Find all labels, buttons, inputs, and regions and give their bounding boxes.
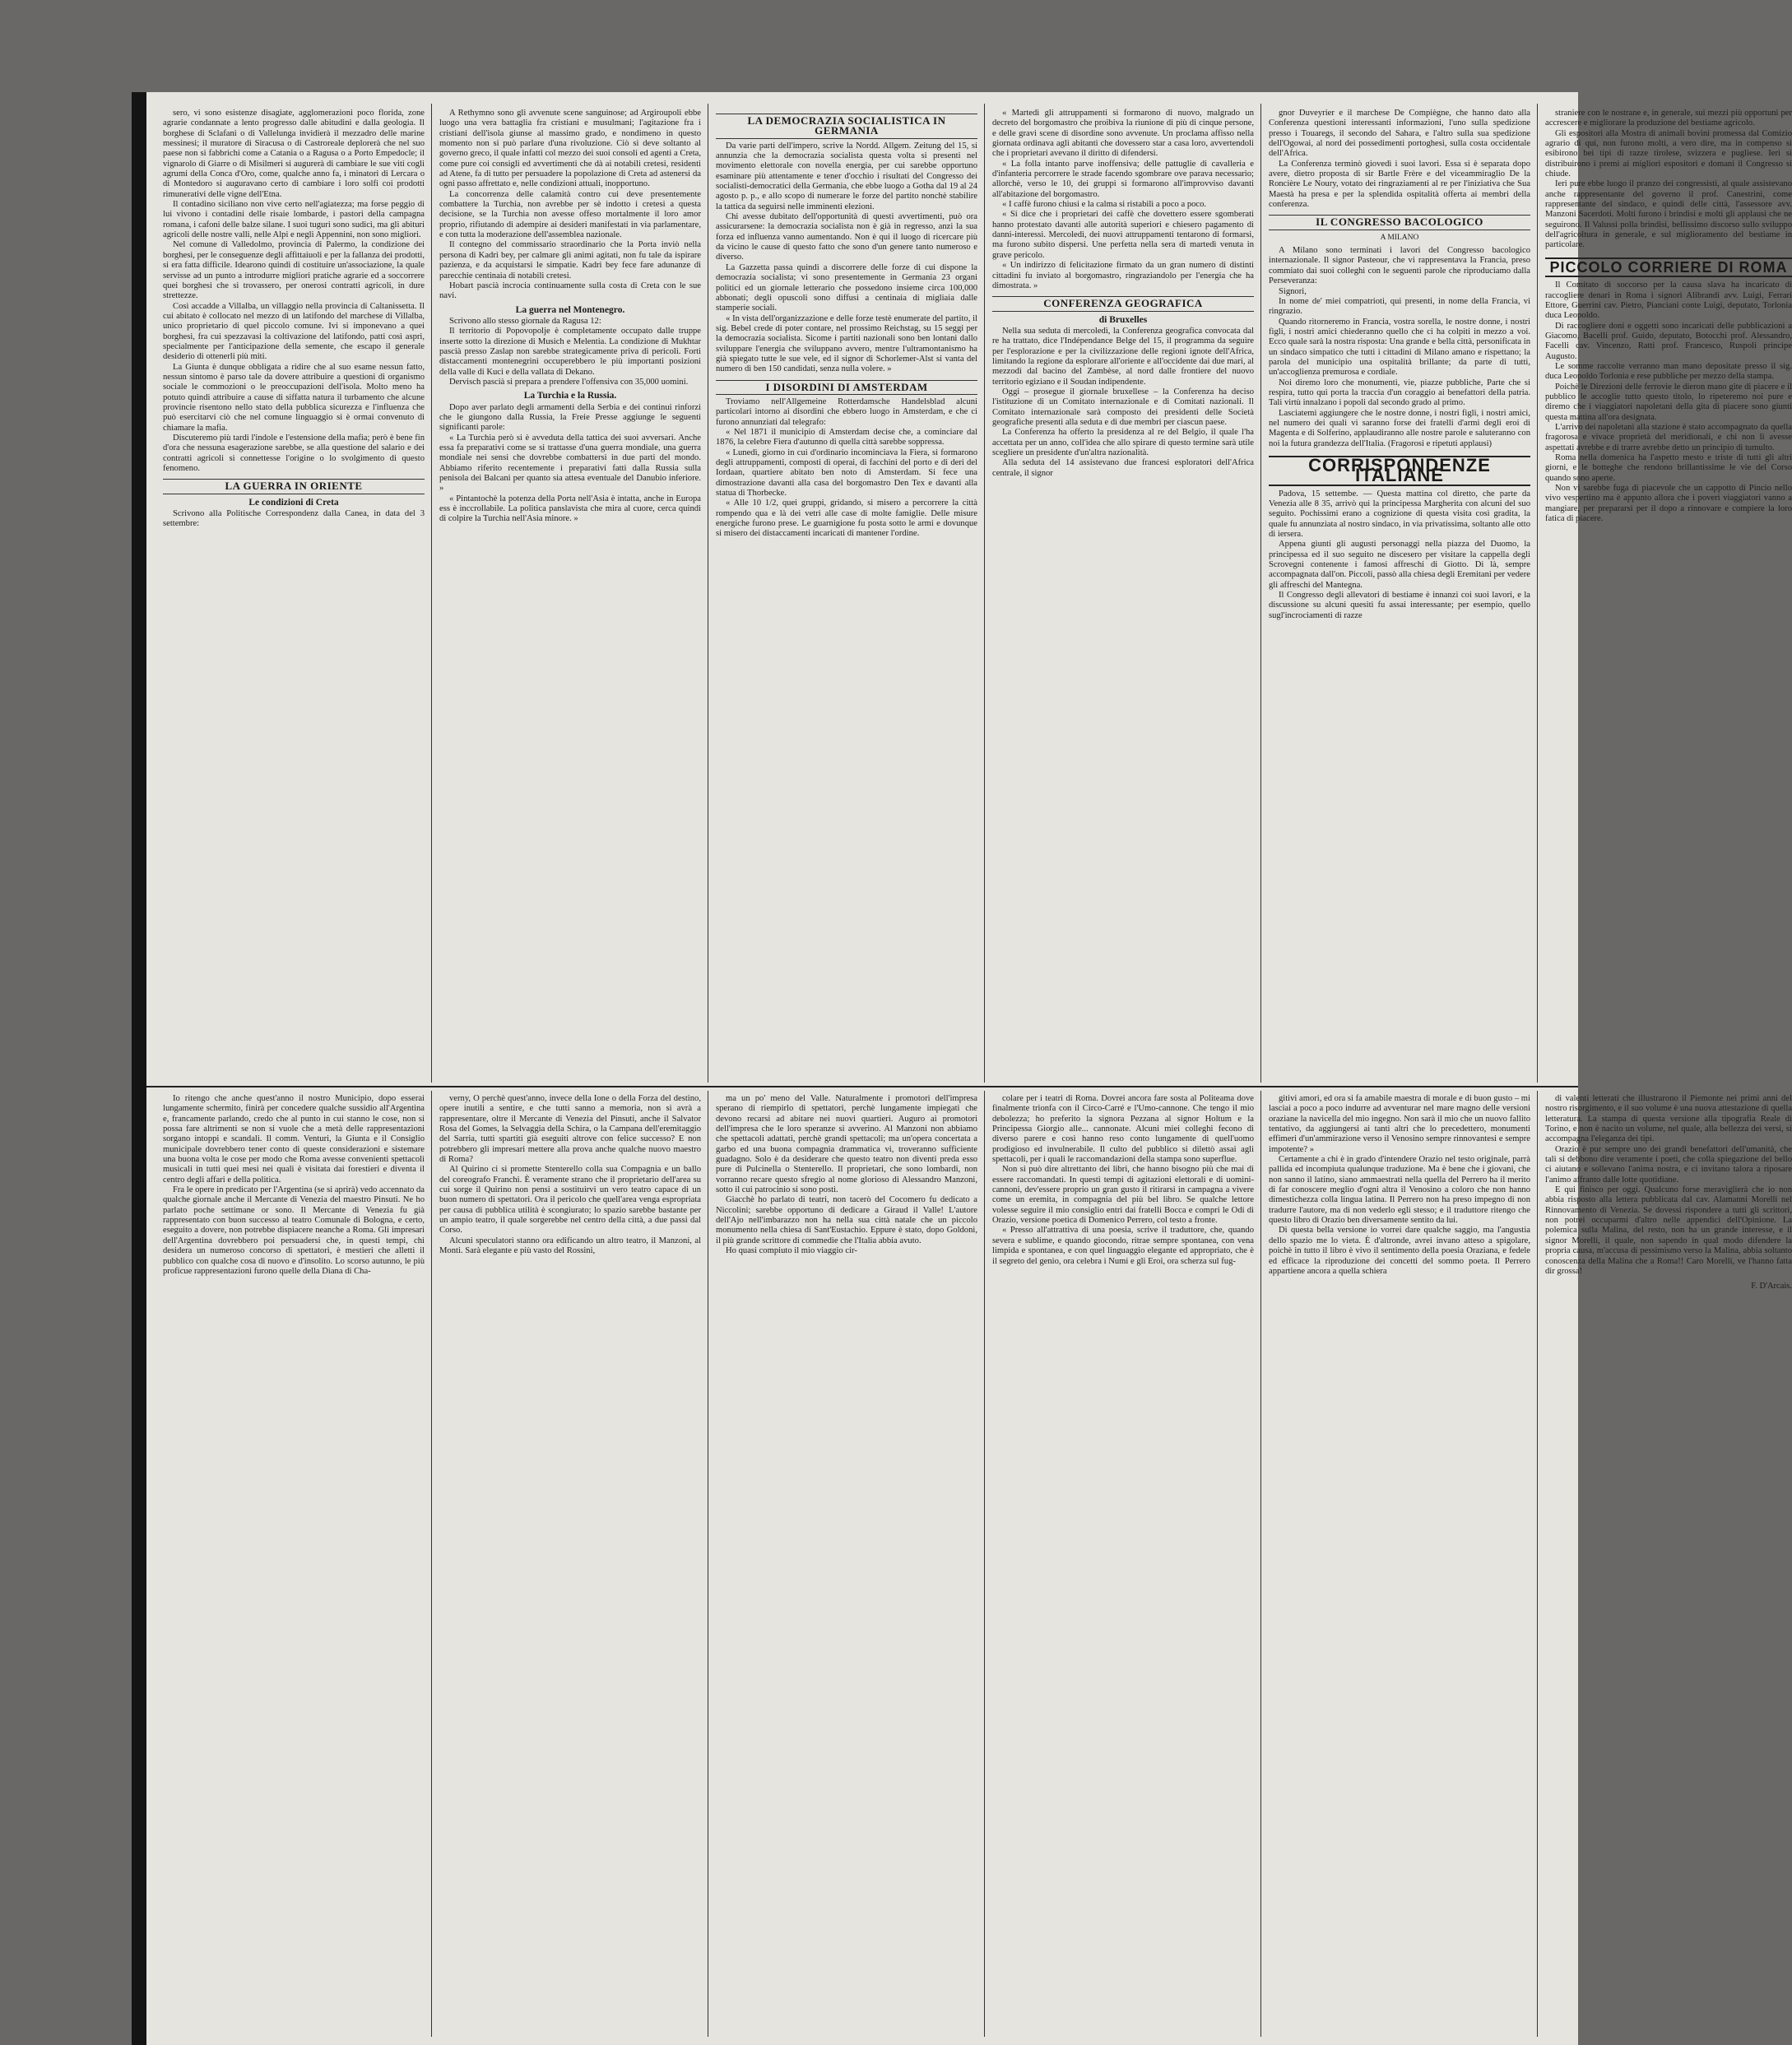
paragraph: Le somme raccolte verranno man mano depositate presso il sig. duca Leopoldo Torlonia e rese pubbliche per mezzo della stampa. [1545, 361, 1792, 382]
paragraph: « La folla intanto parve inoffensiva; delle pattuglie di cavalleria e d'infanteria percorrere le strade facendo sgombrare ove parava necessario; allorchè, verso le 10, dei gruppi si formarono all'improvviso davanti all'abitazione del borgomastro. [992, 159, 1254, 199]
paragraph: gnor Duveyrier e il marchese De Compiègne, che hanno dato alla Conferenza questioni interessanti informazioni, l'uno sulla spedizione presso i Touaregs, il secondo del Sahara, e l'altro sulla sua spedizione dell'Ogowai, al nord dei possedimenti portoghesi, sulla costa occidentale dell'Africa. [1269, 109, 1530, 159]
newspaper-page [146, 92, 1792, 2045]
paragraph: Il contadino siciliano non vive certo nell'agiatezza; ma forse peggio di lui vivono i contadini delle risaie lombarde, i pastori della campagna romana, i cafoni delle balze silane. I suoi tuguri sono sudici, ma gli abituri agricoli delle nostre valli, nelle Alpi e negli Appennini, non sono migliori. [163, 200, 425, 240]
paragraph: Hobart pascià incrocia continuamente sulla costa di Creta con le sue navi. [439, 281, 701, 301]
paragraph: gitivi amori, ed ora si fa amabile maestra di morale e di buon gusto – mi lasciai a poco a poco indurre ad avventurar nel mare magno delle versioni oraziane la navicella del mio ingegno. Non sarà il mio che un nuovo fallito tentativo, da aggiungersi ai tanti altri che lo precedettero, monumenti effimeri d'un'ammirazione verso il Venosino sempre rinnovantesi e sempre impotente? » [1269, 1094, 1530, 1154]
paragraph: Fra le opere in predicato per l'Argentina (se si aprirà) vedo accennato da qualche giornale anche il Mercante di Venezia del maestro Pinsuti. Ne ho parlato poche settimane or sono. Il Mercante di Venezia fu già rappresentato con buon successo al teatro Comunale di Bologna, e certo, eseguito a dovere, non potrebbe dispiacere neanche a Roma. Gli impresari dell'Argentina dovrebbero poi persuadersi che, in questi tempi, chi desidera un numeroso concorso di spettatori, è mestieri che alletti il pubblico con qualche cosa di nuovo e d'insolito. Lo scorso autunno, le più proficue rappresentazioni furono quelle della Diana di Cha- [163, 1185, 425, 1276]
column-12-paras [1545, 1094, 1792, 1277]
column-rule [431, 104, 432, 1083]
column-rule [1260, 1091, 1261, 2037]
column-1-paras [163, 109, 425, 474]
column-rule [1537, 1091, 1538, 2037]
paragraph: Giacchè ho parlato di teatri, non tacerò del Cocomero fu dedicato a Niccolini; sarebbe opportuno di dedicare a Giraud il Valle! L'autore dell'Ajo nell'imbarazzo non ha nella sua città natale che un piccolo monumento nella chiesa di Sant'Eustachio. Eppure è stato, dopo Goldoni, il più grande scrittore di commedie che l'Italia abbia avuto. [716, 1195, 977, 1245]
paragraph: Il Comitato di soccorso per la causa slava ha incaricato di raccogliere denari in Roma i signori Alibrandi avv. Luigi, Ferrari Ettore, Guerrini cav. Pietro, Pianciani conte Luigi, deputato, Torlonia duca Leopoldo. [1545, 281, 1792, 321]
column-11-paras [1269, 1094, 1530, 1277]
paragraph: A Rethymno sono gli avvenute scene sanguinose; ad Argiroupoli ebbe luogo una vera battaglia fra cristiani e musulmani; l'agitazione fra i cristiani dell'isola giunse al massimo grado, e nondimeno in questo momento non si può parlare d'una rivoluzione. Ciò si deve soltanto al governo greco, il quale infatti col mezzo dei suoi consoli ed agenti a Creta, come pure coi consigli ed avvertimenti che dà ai notabili cretesi, residenti ad Atene, fa di tutto per persuadere la popolazione di Creta ad astenersi da ogni passo affrettato e, nelle condizioni attuali, inopportuno. [439, 109, 701, 189]
page-binding-edge [132, 92, 148, 2045]
column-3-paras-2 [716, 397, 977, 540]
heading-amsterdam: I DISORDINI DI AMSTERDAM [716, 380, 977, 395]
paragraph: « Si dice che i proprietari dei caffè che dovettero essere sgomberati hanno protestato davanti alle autorità superiori e chiesero pagamento di danni-interessi. Mercoledì, dei nuovi attruppamenti tentarono di formarsi, ma furono subito dispersi. Une perfetta nella sera di martedì venuta in grave pericolo. [992, 210, 1254, 260]
paragraph: Oggi – prosegue il giornale bruxellese – la Conferenza ha deciso l'istituzione di un Comitato internazionale e di Comitati nazionali. Il Comitato internazionale sarà composto dei presidenti delle Società geografiche presenti alla seduta e di due membri per ciascun paese. [992, 387, 1254, 427]
column-5-paras-3 [1269, 489, 1530, 621]
paragraph: Certamente a chi è in grado d'intendere Orazio nel testo originale, parrà pallida ed incompiuta qualunque traduzione. Ma è bene che i giovani, che non sanno il latino, siano ammaestrati nella quella del Perrero ha il merito di far conoscere meglio d'ogni altra il Venosino a coloro che non hanno dimestichezza colla lingua latina. Il Perrero non ha preso impegno di non tradurre l'autore, ma di non vederlo egli stesso; e il traduttore ritengo che questo libro di Orazio ben diversamente sentito da lui. [1269, 1155, 1530, 1226]
column-6-paras-2 [1545, 281, 1792, 524]
column-6-paras [1545, 109, 1792, 251]
column-11 [1269, 1094, 1530, 2032]
column-rule [1260, 104, 1261, 1083]
column-8-paras [439, 1094, 701, 1257]
paragraph: Così accadde a Villalba, un villaggio nella provincia di Caltanissetta. Il cui abitato è collocato nel mezzo di un latifondo del marchese di Villalba, unico proprietario di quel piccolo comune. Ivi si imponevano a quei borghesi, fra cui spezzavasi la coltivazione del latifondo, patti così aspri, specialmente per l'anticipazione della semente, che escapo il generale desiderio di ottenerli più miti. [163, 301, 425, 362]
paragraph: Di raccogliere doni e oggetti sono incaricati delle pubblicazioni a Giacomo, Bacelli prof. Guido, deputato, Botocchi prof. Alessandro, Facelli cav. Vincenzo, Ratti prof. Francesco, Ruspoli principe Augusto. [1545, 321, 1792, 361]
column-5 [1269, 109, 1530, 1079]
paragraph: Io ritengo che anche quest'anno il nostro Municipio, dopo esserai lungamente schermito, finirà per concedere qualche sussidio all'Argentina e, francamente parlando, credo che al punto in cui stanno le cose, non si possa fare altrimenti se non si vuole che a metà delle rappresentazioni sorgano intoppi e scandali. Il comm. Venturi, la Giunta e il Consiglio municipale dovrebbero tener conto di queste considerazioni e sistemare una buona volta le cose per modo che Roma avesse convenienti spettacoli musicali in tutti quei mesi nei quali è visitata dai forestieri e diventa il centro degli affari e della politica. [163, 1094, 425, 1185]
column-rule [1537, 104, 1538, 1083]
paragraph: sero, vi sono esistenze disagiate, agglomerazioni poco florida, zone agrarie condannate a lento progresso dalle abitudini e dalla geologia. Il borghese di Sclafani o di Vallelunga invidierà il mezzadro delle marine messinesi; il muratore di Siracusa o di Castroreale deplorerà che nel suo paese non si fabbrichi come a Catania o a Ragusa o a Porto Empedocle; il vignarolo di Giarre o di Misilmeri si augurerà di cambiare le sue viti cogli agrumi della Conca d'Oro, come, qualche anno fa, i minatori di Lercara o di Montedoro si auguravano certo di cambiare i loro solfi coi prodotti rimunerativi delle vigne dell'Etna. [163, 109, 425, 199]
column-7-paras [163, 1094, 425, 1277]
paragraph: « Martedì gli attruppamenti si formarono di nuovo, malgrado un decreto del borgomastro che proibiva la riunione di più di cinque persone, e delle gravi scene di disordine sono avvenute. Un proclama affisso nella giornata ordinava agli abitanti che dovessero star a casa loro, avvertendoli che i proprietari avevano il diritto di difendersi. [992, 109, 1254, 159]
feuilleton-divider [146, 1086, 1578, 1087]
heading-montenegro: La guerra nel Montenegro. [515, 304, 625, 315]
paragraph: Ieri pure ebbe luogo il pranzo dei congressisti, al quale assistevano anche rappresentante del governo il prof. Canestrini, come rappresentante del sindaco, e quindi delle città, l'assessore avv. Manzoni Sacerdoti. Molti furono i brindisi e molti gli applausi che ne seguirono. Il Valussi polla brindisi, bellissimo discorso sullo sviluppo dell'agricoltura in generale, e sul miglioramento del bestiame in particolare. [1545, 179, 1792, 250]
paragraph: straniere con le nostrane e, in generale, sui mezzi più opportuni per accrescere e migliorare la produzione del bestiame agricolo. [1545, 109, 1792, 128]
column-6 [1545, 109, 1792, 1079]
paragraph: La concorrenza delle calamità contro cui deve presentemente combattere la Turchia, non avrebbe per sè indotto i cretesi a questa decisione, se la Turchia non avesse offeso mortalmente il loro amor proprio, rifiutando di adempire ai desideri manifestati in via parlamentare, e con tutta la moderazione dell'assemblea nazionale. [439, 189, 701, 240]
intro-montenegro: Scrivono allo stesso giornale da Ragusa 12: [449, 316, 601, 326]
paragraph: « Pintantochè la potenza della Porta nell'Asia è intatta, anche in Europa ess è inccrollabile. La politica panslavista che mira al cuore, cerca quindi di colpire la Turchia nell'Asia minore. » [439, 494, 701, 524]
paragraph: Dervisch pascià si prepara a prendere l'offensiva con 35,000 uomini. [449, 377, 689, 387]
paragraph: Alla seduta del 14 assistevano due francesi esploratori dell'Africa centrale, il signor [992, 458, 1254, 478]
paragraph: Roma nella domenica ha l'aspetto mesto e triste di tutti gli altri giorni, e le botteghe che rendono brillantissime le vie del Corso quando sono aperte. [1545, 453, 1792, 483]
subheading-milano: A MILANO [1380, 233, 1419, 242]
paragraph: La Giunta è dunque obbligata a ridire che al suo esame nessun fatto, nessun sintomo è parso tale da dovere attribuire a questioni di organismo sociale le commozioni o le preoccupazioni dell'isola. Molto meno ha potuto quindi attribuire a cause di siffatta natura il turbamento che alcune provincie risentono nello stato della pubblica sicurezza e l'influenza che può esercitarvi ciò che nel comune linguaggio si è ormai convenuto di chiamare la mafia. [163, 362, 425, 433]
paragraph: Alcuni speculatori stanno ora edificando un altro teatro, il Manzoni, al Monti. Sarà elegante e più vasto del Rossini, [439, 1236, 701, 1256]
heading-democrazia: LA DEMOCRAZIA SOCIALISTICA IN GERMANIA [716, 114, 977, 139]
column-9 [716, 1094, 977, 2032]
paragraph: « La Turchia però si è avveduta della tattica dei suoi avversari. Anche essa fa preparativi come se si trattasse d'una guerra mondiale, una guerra mondiale nei sensi che dovrebbe combattersi in due parti del mondo. Abbiamo riferito recentemente i preparativi fatti dalla Russia sulla penisola dei Balcani per quanto sia attesa eventuale del Danubio inferiore. » [439, 433, 701, 494]
column-3-paras [716, 141, 977, 375]
paragraph: Poichè le Direzioni delle ferrovie le dieron mano gite di piacere e il pubblico le accoglie tutto questo titolo, lo ripeteremo noi pure e diremo che i viaggiatori napoletani della gita di piacere sono giunti questa mattina all'ora designata. [1545, 382, 1792, 422]
paragraph: Signori, [1279, 286, 1307, 296]
paragraph: « Nel 1871 il municipio di Amsterdam decise che, a cominciare dal 1876, la celebre Fiera d'autunno di quella città sarebbe soppressa. [716, 427, 977, 447]
paragraph: Al Quirino ci si promette Stenterello colla sua Compagnia e un ballo del coreografo Franchi. È veramente strano che il proprietario dell'area su cui sorge il Quirino non pensi a sostituirvi un vero teatro capace di un buon numero di spettatori. Ora il pericolo che quell'area venga espropriata per causa di pubblica utilità è scongiurato; lo spazio sarebbe bastante per un ampio teatro, il quale sorgerebbe nel centro della città, a due passi dal Corso. [439, 1165, 701, 1236]
column-2-paras [439, 109, 701, 302]
paragraph: Noi diremo loro che monumenti, vie, piazze pubbliche, Parte che si respira, tutto qui porta la traccia d'un coraggio ai benefattori della patria. Tali virtù innalzano i popoli dal secondo grado al primo. [1269, 378, 1530, 408]
paragraph: L'arrivo dei napoletani alla stazione è stato accompagnato da quella fragorosa e vivace proprietà del meridionali, e chi non li avesse aspettati avrebbe e di trarre avrebbe detto un principio di tumulto. [1545, 422, 1792, 452]
paragraph: Il territorio di Popovopolje è completamente occupato dalle truppe inserte sotto la direzione di Musich e Melentia. La condizione di Mukhtar pascià presso Zaslap non sarebbe strategicamente priva di pericoli. Forti distaccamenti montenegrini occuperebbero le più importanti posizioni della valle di Kuci e della vallata di Dekano. [439, 327, 701, 377]
column-10 [992, 1094, 1254, 2032]
column-9-paras [716, 1094, 977, 1257]
column-rule [984, 104, 985, 1083]
paragraph: La Conferenza terminò giovedì i suoi lavori. Essa si è separata dopo avere, dietro proposta di sir Bartle Frère e del viceammiraglio De la Roncière Le Noury, votato dei ringraziamenti al re per l'iniziativa che Sua Maestà ha presa e per la splendida ospitalità offerta ai membri della conferenza. [1269, 159, 1530, 210]
column-3 [716, 109, 977, 1079]
column-2-paras-3 [439, 403, 701, 525]
heading-turchia-russia: La Turchia e la Russia. [523, 391, 617, 401]
paragraph: Dopo aver parlato degli armamenti della Serbia e dei continui rinforzi che le giungono dalla Russia, la Freie Presse aggiunge le seguenti significanti parole: [439, 402, 701, 433]
paragraph: Gli espositori alla Mostra di animali bovini promessa dal Comizio agrario di qui, non furono molti, a vero dire, ma in compenso si esibirono bei tipi di razze tirolese, svizzera e pugliese. Ieri si distribuirono i premi ai migliori espositori e domani il Congresso si chiude. [1545, 128, 1792, 179]
paragraph: di valenti letterati che illustrarono il Piemonte nei primi anni del nostro risorgimento, e il suo volume è una nuova attestazione di quella letteratura. La stampa di questa versione alla tipografia Reale di Torino, e non è nacito un volume, nel quale, alla bellezza dei versi, si accompagna l'eleganza dei tipi. [1545, 1094, 1792, 1144]
paragraph: « I caffè furono chiusi e la calma si ristabilì a poco a poco. [1002, 200, 1207, 210]
column-5-paras-2 [1269, 246, 1530, 449]
paragraph: Il contegno del commissario straordinario che la Porta inviò nella persona di Kadri bey, per calmare gli animi agitati, non fu tale da ispirare pazienza, e da acquistarsi le simpatie. Kadri bey fece fare adunanze di parecchie centinaia di notabili cretesi. [439, 240, 701, 281]
subheading-creta: Le condizioni di Creta [248, 497, 339, 508]
paragraph: Lasciatemi aggiungere che le nostre donne, i nostri figli, i nostri amici, nel numero dei quali vi saranno forse dei fratelli d'armi degli eroi di Magenta e di Solferino, applaudiranno alle nostre parole e saluteranno con noi la futura grandezza dell'Italia. (Fragorosi e ripetuti applausi) [1269, 408, 1530, 448]
paragraph: « Alle 10 1/2, quei gruppi, gridando, si misero a percorrere la città rompendo qua e là dei vetri alle case di molte famiglie. Delle misure energiche furono prese. Le guarnigione fu posta sotto le armi e dovunque si misero dei distaccamenti incaricati di mantener l'ordine. [716, 498, 977, 539]
paragraph: « Presso all'attrattiva di una poesia, scrive il traduttore, che, quando severa e sublime, e quando giocondo, ritrae sempre spontanea, con vena limpida e spontanea, e con quel linguaggio elegante ed appropriato, che è il segreto del genio, ora celebra i Numi e gli Eroi, ora scherza sul fug- [992, 1226, 1254, 1266]
paragraph: ma un po' meno del Valle. Naturalmente i promotori dell'impresa sperano di riempirlo di spettatori, perchè lungamente impiegati che devono recarsi ad abitare nei nuovi quartieri. Auguro ai promotori dell'impresa che le loro speranze si avverino. Al Manzoni non abbiamo che spettacoli adattati, perchè grandi spettacoli; ma un'opera concertata a garbo ed una buona compagnia drammatica vi, troveranno sufficiente guadagno. Solo è da desiderare che questo teatro non diventi preda esso pure di Pulcinella o Stenterello. Il proprietari, che sono lombardi, non vorranno recare questo sfregio al nome glorioso di Alessandro Manzoni, sotto il cui patrocinio si sono posti. [716, 1094, 977, 1195]
paragraph: Di questa bella versione io vorrei dare qualche saggio, ma l'angustia dello spazio me lo vieta. È d'altronde, avrei invano atteso a spigolare, poichè in tutto il libro è vivo il sentimento della poesia Oraziana, e fedele ed efficace la riproduzione dei concetti del sommo poeta. Il Perrero appartiene ancora a quella schiera [1269, 1226, 1530, 1276]
heading-congresso-bacologico: IL CONGRESSO BACOLOGICO [1269, 215, 1530, 230]
paragraph: Discuteremo più tardi l'indole e l'estensione della mafia; però è bene fin d'ora che nessuna esagerazione sarebbe, se alla questione del salario e dei contratti agricoli si connettesse l'origine o lo svolgimento di questo fenomeno. [163, 434, 425, 474]
paragraph: Quando ritorneremo in Francia, vostra sorella, le nostre donne, i nostri figli, i nostri amici chiederanno quello che ci ha colpiti in mezzo a voi. Ecco quale sarà la nostra risposta: Una grande e bella città, personificata in un sindaco simpatico che tutti i cittadini di Milano amano e rispettano; la parola del municipio una ospitalità brillante; da parte di tutti, un'accoglienza premurosa e cordiale. [1269, 317, 1530, 378]
paragraph: Padova, 15 settembe. — Questa mattina col diretto, che parte da Venezia alle 8 35, arrivò qui la principessa Margherita con alcuni del suo seguito. Pochissimi erano a cognizione di questa visita così gradita, la quale fu annunziata al nostro sindaco, in via privatissima, soltanto alle otto di iersera. [1269, 489, 1530, 540]
column-4 [992, 109, 1254, 1079]
column-8 [439, 1094, 701, 2032]
column-rule [984, 1091, 985, 2037]
paragraph: colare per i teatri di Roma. Dovrei ancora fare sosta al Politeama dove finalmente trionfa con il Circo-Carré e l'Umo-cannone. Che tengo il mio debolezza; ho preferito la signora Pezzana al signor Holtum e la Principessa Giorgio alle... cannonate. Alcuni miei colleghi fecono di diverso parere e così hanno reso conto lungamente di quell'uomo prodigioso ed invulnerabile. Il culto del pubblico si dilettò assai agli spettacoli, per i quali le raccomandazioni della stampa sono superflue. [992, 1094, 1254, 1165]
paragraph: Da varie parti dell'impero, scrive la Nordd. Allgem. Zeitung del 15, si annunzia che la democrazia socialista questa volta si presenti nel movimento elettorale con novella energia, per cui sarebbe opportuno esaminare più attentamente e tener d'occhio i risultati del Congresso dei socialisti-democratici della Germania, che ebbe luogo a Gotha dal 19 al 24 agosto p. p., e allo scopo di numerare le forze del partito nonchè stabilire la tattica da seguirsi nelle imminenti elezioni. [716, 141, 977, 211]
paragraph: E qui finisco per oggi. Qualcuno forse meraviglierà che io non abbia risposto alla lettera pubblicata dal cav. Alamanni Morelli nel Rinnovamento di Venezia. Se dovessi rispondere a tutti gli scrittori, non potrei occuparmi d'altro nelle appendici dell'Opinione. La polemica sulla Malina, del resto, non ha un grande interesse, e il signor Morelli, il quale, non sapendo in qual modo difendere la propria causa, m'accusa di pessimismo verso la Malina, abbia soltanto conoscenza della Malina che a Roma!! Caro Morelli, ve l'hanno fatta dir grossa! [1545, 1185, 1792, 1276]
column-2 [439, 109, 701, 1079]
column-4-paras [992, 109, 1254, 291]
column-4-paras-2 [992, 327, 1254, 479]
paragraph: Ho quasi compiuto il mio viaggio cir- [726, 1246, 857, 1256]
paragraph: « In vista dell'organizzazione e delle forze testè enumerate del partito, il sig. Bebel crede di poter contare, nel prossimo Reichstag, su 15 seggi per la democrazia socialista. Sicome i partiti nazionali sono ben lontani dallo sviluppare l'energia che sviluppano avvero, mentre l'ultramontanismo ha già spiegato tutte le sue vele, ed il signor di Schorlemer-Alst si vanta del numero di ben 150 candidati, senza nulla volere. » [716, 313, 977, 374]
paragraph: Chi avesse dubitato dell'opportunità di questi avvertimenti, può ora assicurarsene: la democrazia socialista non è già in regresso, anzi la sua forza ed influenza vanno aumentando. Non è qui il luogo di ricercare più da vicino le cause di questo fatto che sono d'un genere tanto numeroso e diverso. [716, 212, 977, 262]
column-2-paras-2 [439, 327, 701, 387]
column-rule [431, 1091, 432, 2037]
paragraph: A Milano sono terminati i lavori del Congresso bacologico internazionale. Il signor Pasteour, che vi rappresentava la Francia, preso commiato dai suoi colleghi con le seguenti parole che riproduciamo dalla Perseveranza: [1269, 246, 1530, 286]
intro-creta: Scrivono alla Politische Correspondenz dalla Canea, in data del 3 settembre: [163, 509, 425, 529]
heading-conferenza: CONFERENZA GEOGRAFICA [992, 296, 1254, 311]
paragraph: « Un indirizzo di felicitazione firmato da un gran numero di distinti cittadini fu inviato al borgomastro, ringraziandolo per l'energia che ha dimostrata. » [992, 261, 1254, 290]
column-7 [163, 1094, 425, 2032]
paragraph: verny, O perchè quest'anno, invece della Ione o della Forza del destino, opere inutili a sentire, e che tutti sanno a memoria, non si avrà a rappresentare, oltre il Mercante di Venezia del Pinsuti, anche il Salvator Rosa del Gomes, la Selvaggia della Schira, o la Campana dell'eremitaggio del Sarria, tutti spartiti già eseguiti altrove con felice successo? E non potrebbero gli impresari mettere alla prova anche qualche nuovo maestro di Roma? [439, 1094, 701, 1165]
column-10-paras [992, 1094, 1254, 1267]
paragraph: La Conferenza ha offerto la presidenza al re del Belgio, il quale l'ha accettata per un anno, coll'idea che allo spirare di questo termine sarà utile scegliere un presidente d'un'altra nazionalità. [992, 428, 1254, 457]
heading-corrispondenze: CORRISPONDENZE ITALIANE [1269, 456, 1530, 486]
paragraph: Nella sua seduta di mercoledì, la Conferenza geografica convocata dal re ha trattato, dice l'Indépendance Belge del 15, il programma da seguire per l'esplorazione e per la civilizzazione delle regioni ignote dell'Africa, limitando la regione da esplorare all'oriente e all'occidente dai due mari, al mezzodì dal bacino del Zambèse, al nord dalle frontiere del nuovo territorio egiziano e il Soudan indipendente. [992, 326, 1254, 387]
paragraph: Appena giunti gli augusti personaggi nella piazza del Duomo, la principessa ed il suo seguito ne discesero per visitare la cappella degli Scrovegni contenente i famosi affreschi di Giotto. Di là, sempre accompagnata dall'on. Piccoli, passò alla chiesa degli Eremitani per vedere gli affreschi del Mantegna. [1269, 540, 1530, 590]
column-5-paras [1269, 109, 1530, 210]
feuilleton-signature: F. D'Arcais. [1751, 1282, 1792, 1291]
section-heading-guerra-oriente: LA GUERRA IN ORIENTE [163, 479, 425, 494]
paragraph: Non vi sarebbe fuga di piacevole che un cappotto di Pincio nello vivo vespertino ma è appunto allora che i poveri viaggiatori vanno a mangiare, per prepararsi per il dopo a rinnovare e compiere la loro fatica di piacere. [1545, 484, 1792, 524]
paragraph: In nome de' miei compatrioti, qui presenti, in nome della Francia, vi ringrazio. [1269, 296, 1530, 317]
heading-piccolo-corriere: PICCOLO CORRIERE DI ROMA [1545, 257, 1792, 277]
paragraph: « Lunedì, giorno in cui d'ordinario incominciava la Fiera, si formarono degli attruppamenti, composti di operai, di facchini del porto e di deri del Iordaan, quartiere abitato ben noto di Amsterdam. Si fece una dimostrazione davanti alla casa del borgomastro Den Tex e davanti alla statua di Thorbecke. [716, 447, 977, 498]
paragraph: Il Congresso degli allevatori di bestiame è innanzi coi suoi lavori, e la discussione su alcuni quesiti fu assai interessante; per esempio, quello sugl'incrociamenti di razze [1269, 591, 1530, 620]
paragraph: Troviamo nell'Allgemeine Rotterdamsche Handelsblad alcuni particolari intorno ai disordini che ebbero luogo in Amsterdam, e che ci furono annunziati dal telegrafo: [716, 396, 977, 427]
column-1 [163, 109, 425, 1079]
paragraph: Nel comune di Valledolmo, provincia di Palermo, la condizione dei borghesi, per le conseguenze degli affittaiuoli e per la fallanza dei prodotti, si era fatta difficile. Idearono quindi di costituire un'associazione, la quale servisse ad un punto a introdurre migliori pratiche agrarie ed a soccorrere quei borghesi che si trovassero, per onerosi contratti agricoli, in dure strettezze. [163, 240, 425, 301]
paragraph: Orazio è pur sempre uno dei grandi benefattori dell'umanità, che tali si debbono dire veramente i poeti, che colla spiegazione del bello ci aiutano e sollevano l'anima nostra, e ci invitano talora a riposare l'animo affranto dalle lotte quotidiane. [1545, 1144, 1792, 1185]
column-12 [1545, 1094, 1792, 2032]
subheading-bruxelles: di Bruxelles [1098, 314, 1148, 325]
paragraph: La Gazzetta passa quindi a discorrere delle forze di cui dispone la democrazia socialista; vi sono presentemente in Germania 23 organi politici ed un giornale letterario che possedono insieme circa 100,000 abbonati; degli opuscoli sono diffusi a centinaia di migliaia dalle stamperie sociali. [716, 262, 977, 313]
paragraph: Non si può dire altrettanto dei libri, che hanno bisogno più che mai di essere raccomandati. In questi tempi di agitazioni elettorali e di uomini-cannoni, dev'essere proprio un gran gusto il ritirarsi in campagna a vivere come un eremita, in compagnia del più bel libro. Se qualche lettore volesse seguire il mio consiglio entri dai fratelli Bocca e compri le Odi di Orazio, versione poetica di Domenico Perrero, col testo a fronte. [992, 1165, 1254, 1226]
